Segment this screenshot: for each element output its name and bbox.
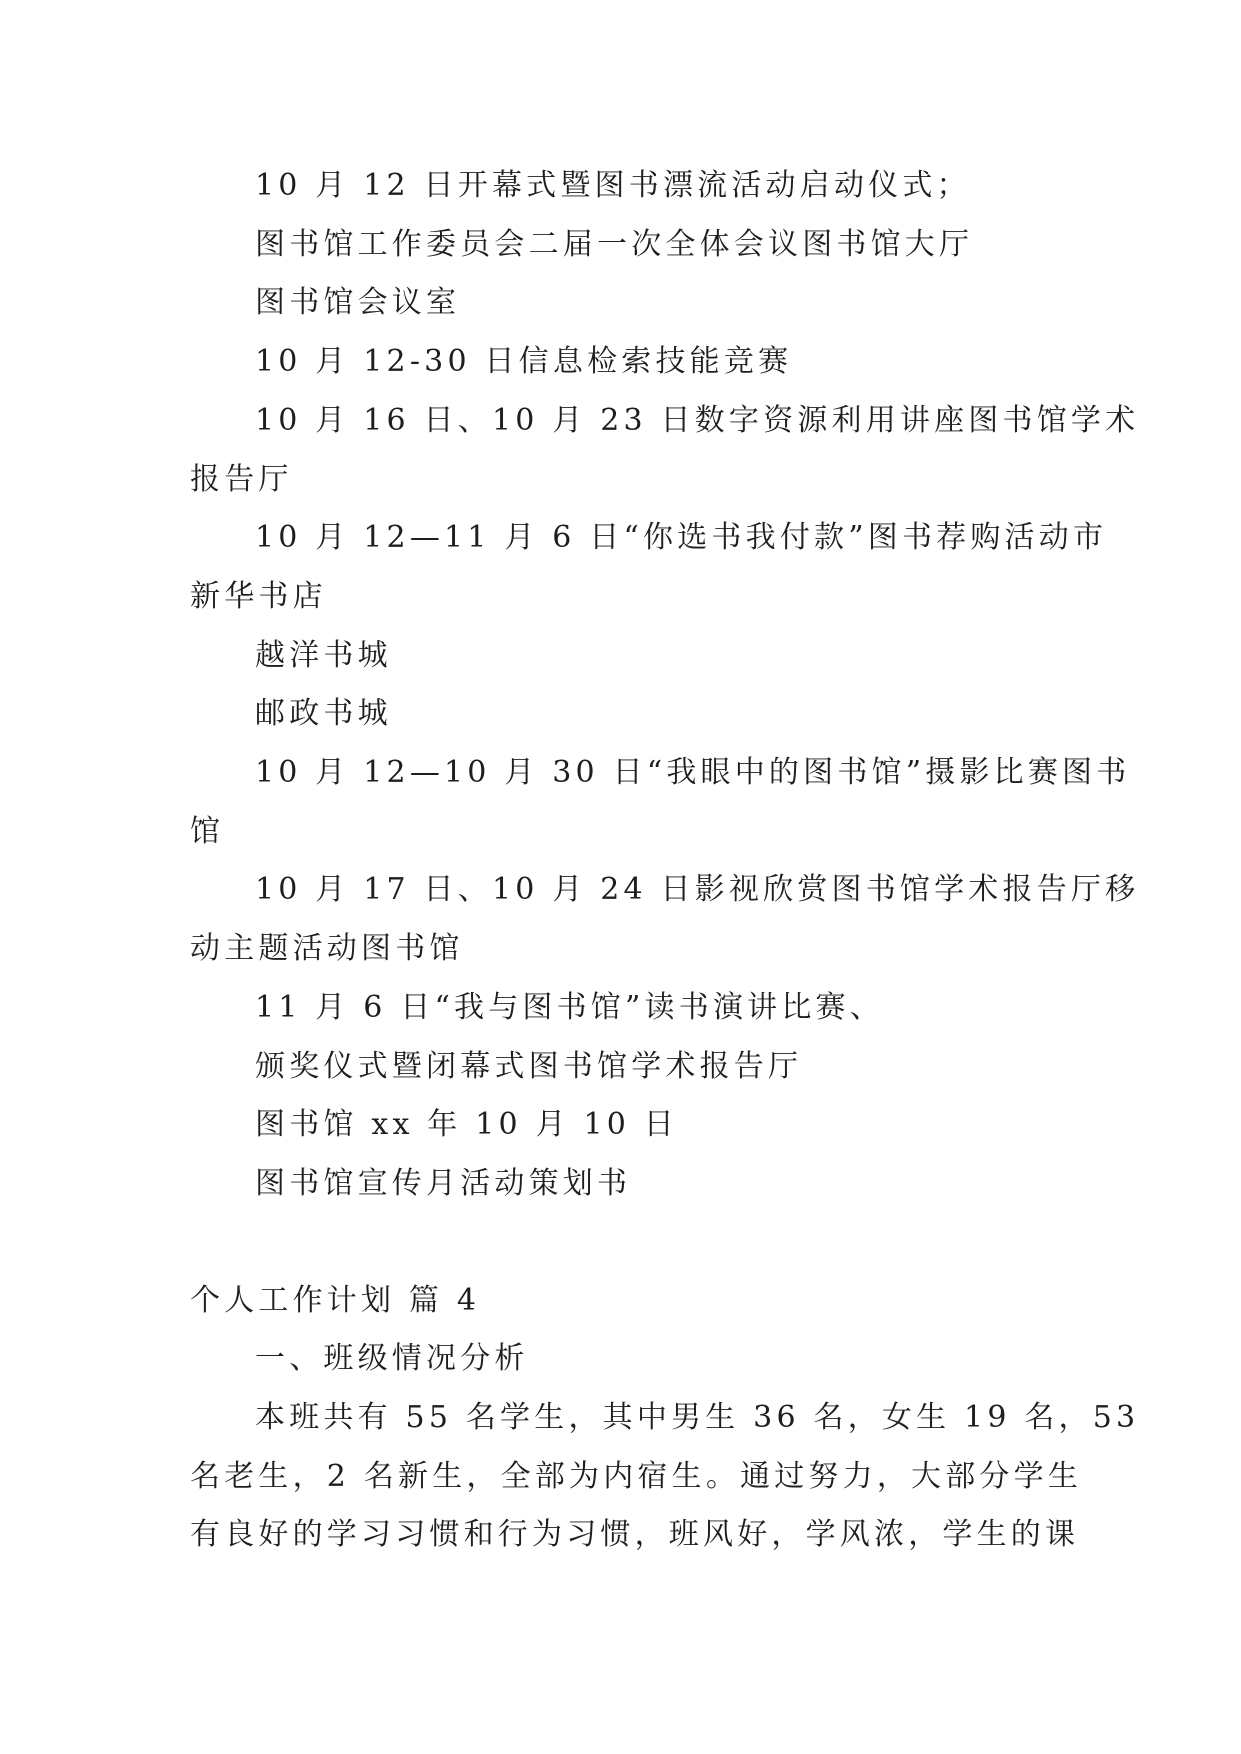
paragraph-line: 一、班级情况分析 bbox=[255, 1341, 529, 1377]
paragraph-line: 10 月 16 日、10 月 23 日数字资源利用讲座图书馆学术 bbox=[255, 402, 1140, 438]
paragraph-line: 图书馆工作委员会二届一次全体会议图书馆大厅 bbox=[255, 226, 974, 262]
paragraph-line: 10 月 17 日、10 月 24 日影视欣赏图书馆学术报告厅移 bbox=[255, 872, 1140, 908]
paragraph-line: 有良好的学习习惯和行为习惯，班风好，学风浓，学生的课 bbox=[190, 1517, 1080, 1553]
section-heading: 个人工作计划 篇 4 bbox=[190, 1282, 481, 1318]
paragraph-line: 10 月 12—10 月 30 日“我眼中的图书馆”摄影比赛图书 bbox=[255, 755, 1131, 791]
paragraph-line: 10 月 12 日开幕式暨图书漂流活动启动仪式； bbox=[255, 168, 971, 203]
class-analysis-section bbox=[190, 1330, 1140, 1565]
paragraph-line: 本班共有 55 名学生，其中男生 36 名，女生 19 名，53 bbox=[255, 1400, 1140, 1436]
paragraph-line: 报告厅 bbox=[190, 461, 293, 497]
paragraph-line: 越洋书城 bbox=[255, 637, 392, 673]
paragraph-line: 图书馆宣传月活动策划书 bbox=[255, 1165, 632, 1201]
paragraph-line: 11 月 6 日“我与图书馆”读书演讲比赛、 bbox=[255, 989, 884, 1025]
paragraph-line: 10 月 12-30 日信息检索技能竞赛 bbox=[255, 344, 793, 380]
paragraph-line: 颁奖仪式暨闭幕式图书馆学术报告厅 bbox=[255, 1048, 803, 1084]
document-body bbox=[190, 157, 1140, 1565]
paragraph-line: 新华书店 bbox=[190, 578, 327, 614]
section-spacer bbox=[190, 1214, 1056, 1272]
paragraph-line: 图书馆 xx 年 10 月 10 日 bbox=[255, 1107, 679, 1143]
paragraph-line: 馆 bbox=[190, 813, 225, 849]
paragraph-line: 图书馆会议室 bbox=[255, 285, 461, 321]
paragraph-line: 10 月 12—11 月 6 日“你选书我付款”图书荐购活动市 bbox=[255, 520, 1108, 556]
paragraph-line: 邮政书城 bbox=[255, 696, 392, 732]
paragraph-line: 名老生，2 名新生，全部为内宿生。通过努力，大部分学生 bbox=[190, 1458, 1083, 1494]
paragraph-line: 动主题活动图书馆 bbox=[190, 931, 464, 967]
activity-schedule-section bbox=[190, 157, 1140, 1214]
